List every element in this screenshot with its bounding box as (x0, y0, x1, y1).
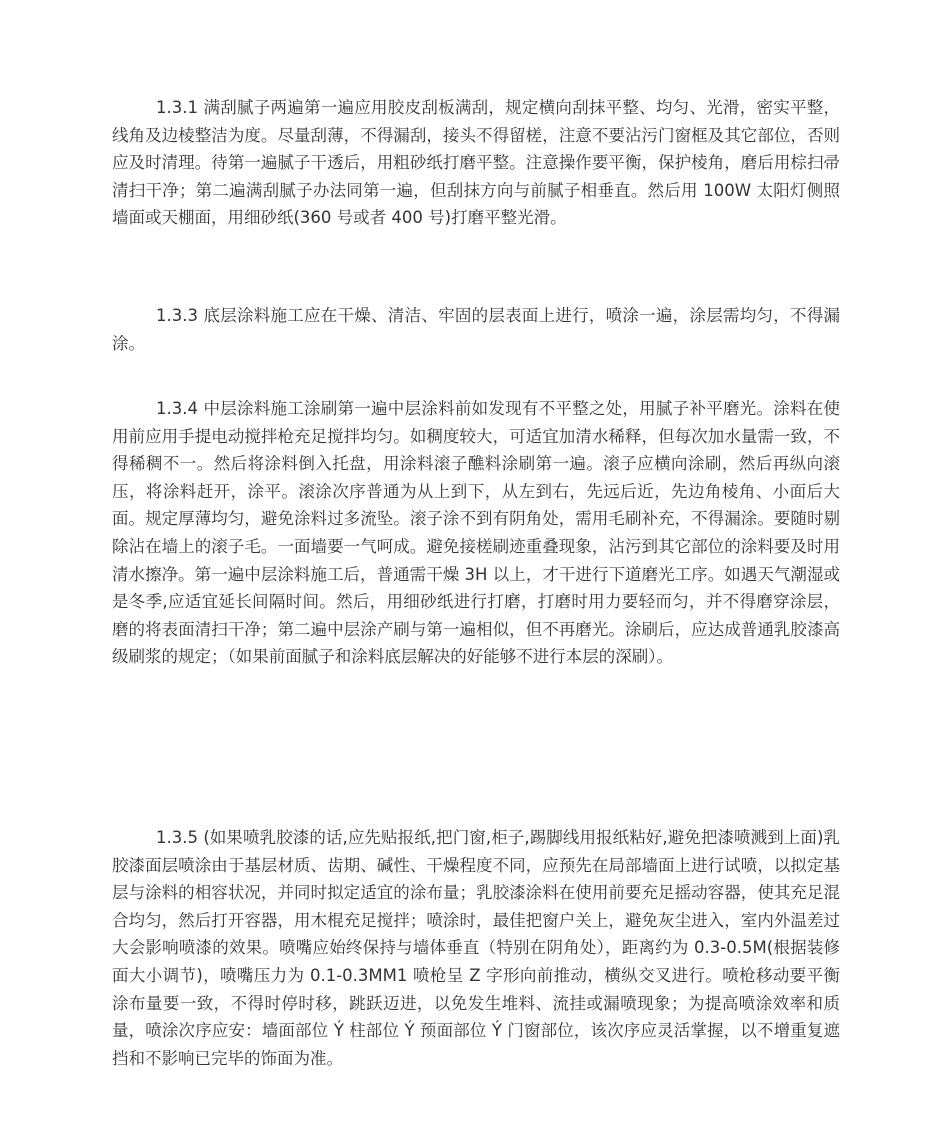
paragraph-1-3-5: 1.3.5 (如果喷乳胶漆的话,应先贴报纸,把门窗,柜子,踢脚线用报纸粘好,避免把漆喷溅到上面)乳胶漆面层喷涂由于基层材质、齿期、碱性、干燥程度不同，应预先在局部墙面上进行试喷，以拟定基层与涂料的相容状况，并同时拟定适宜的涂布量；乳胶漆涂料在使用前要充足摇动容器，使其充足混合均匀，然后打开容器，用木棍充足搅拌；喷涂时，最佳把窗户关上，避免灰尘进入，室内外温差过大会影响喷漆的效果。喷嘴应始终保持与墙体垂直（特别在阴角处），距离约为 0.3-0.5M(根据装修面大小调节)，喷嘴压力为 0.1-0.3MM1 喷枪呈 Z 字形向前推动，横纵交叉进行。喷枪移动要平衡涂布量要一致，不得时停时移，跳跃迈进，以免发生堆料、流挂或漏喷现象；为提高喷涂效率和质量，喷涂次序应安：墙面部位 Ý 柱部位 Ý 预面部位 Ý 门窗部位，该次序应灵活掌握，以不增重复遮挡和不影响已完毕的饰面为准。 (112, 828, 841, 1068)
paragraph-1-3-3: 1.3.3 底层涂料施工应在干燥、清洁、牢固的层表面上进行，喷涂一遍，涂层需均匀，不得漏涂。 (112, 306, 840, 353)
paragraph-1-3-1: 1.3.1 满刮腻子两遍第一遍应用胶皮刮板满刮，规定横向刮抹平整、均匀、光滑，密实平整，线角及边棱整洁为度。尽量刮薄，不得漏刮，接头不得留槎，注意不要沾污门窗框及其它部位，否则应及时清理。待第一遍腻子干透后，用粗砂纸打磨平整。注意操作要平衡，保护棱角，磨后用棕扫帚清扫干净；第二遍满刮腻子办法同第一遍，但刮抹方向与前腻子相垂直。然后用 100W 太阳灯侧照墙面或天棚面，用细砂纸(360 号或者 400 号)打磨平整光滑。 (112, 98, 840, 228)
paragraph-1-3-4: 1.3.4 中层涂料施工涂刷第一遍中层涂料前如发现有不平整之处，用腻子补平磨光。涂料在使用前应用手提电动搅拌枪充足搅拌均匀。如稠度较大，可适宜加清水稀释，但每次加水量需一致，不得稀稠不一。然后将涂料倒入托盘，用涂料滚子醮料涂刷第一遍。滚子应横向涂刷，然后再纵向滚压，将涂料赶开，涂平。滚涂次序普通为从上到下，从左到右，先远后近，先边角棱角、小面后大面。规定厚薄均匀，避免涂料过多流坠。滚子涂不到有阴角处，需用毛刷补充，不得漏涂。要随时剔除沾在墙上的滚子毛。一面墙要一气呵成。避免接槎刷迹重叠现象，沾污到其它部位的涂料要及时用清水擦净。第一遍中层涂料施工后，普通需干燥 3H 以上，才干进行下道磨光工序。如遇天气潮湿或是冬季,应适宜延长间隔时间。然后，用细砂纸进行打磨，打磨时用力要轻而匀，并不得磨穿涂层，磨的将表面清扫干净；第二遍中层涂产刷与第一遍相似，但不再磨光。涂刷后，应达成普通乳胶漆高级刷浆的规定；（如果前面腻子和涂料底层解决的好能够不进行本层的深刷）。 (112, 399, 840, 667)
